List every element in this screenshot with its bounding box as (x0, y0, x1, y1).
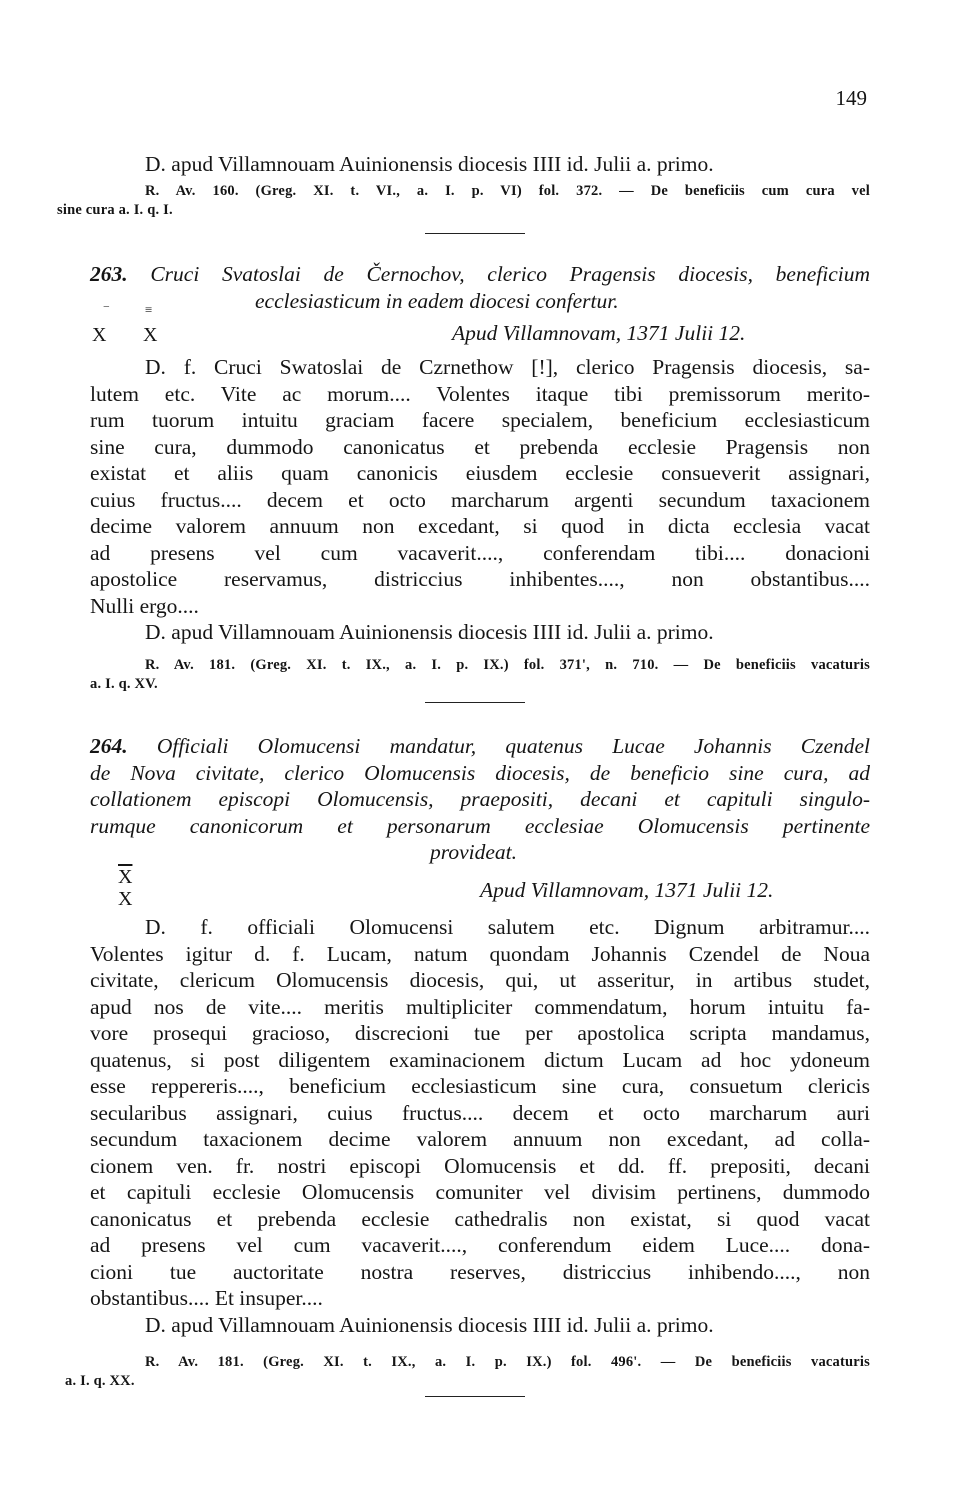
entry-number: 264. (90, 734, 128, 758)
entry-title-line: rumque canonicorum et personarum ecclesiae Olomucensis pertinente (90, 813, 870, 838)
separator-rule (425, 702, 525, 703)
text-line: ad presens vel cum vacaverit...., conferendam tibi.... donacioni (90, 540, 870, 565)
text-line: cuius fructus.... decem et octo marcharum argenti secundum taxacionem (90, 487, 870, 512)
text-line: civitate, clericum Olomucensis diocesis, qui, ut asseritur, in artibus studet, (90, 968, 870, 992)
entry-title-line (90, 261, 870, 288)
separator-rule (425, 1396, 525, 1397)
entry-title-line: ecclesiasticum in eadem diocesi confertur. (255, 288, 619, 313)
text-line: canonicatus et prebenda ecclesie cathedralis non existat, si quod vacat (90, 1206, 870, 1231)
note-line: R. Av. 181. (Greg. XI. t. IX., a. I. p. IX.) fol. 496'. — De beneficiis vacaturis (145, 1354, 870, 1370)
text-line: lutem etc. Vite ac morum.... Volentes itaque tibi premissorum merito- (90, 381, 870, 406)
entry-263-heading (90, 261, 870, 314)
place-date: Apud Villamnovam, 1371 Julii 12. (452, 321, 746, 345)
text-line: D. f. officiali Olomucensi salutem etc. Dignum arbitramur.... (145, 915, 870, 939)
note-line: sine cura a. I. q. I. (57, 201, 173, 218)
text-line: rum tuorum intuitu graciam facere specialem, beneficium ecclesiasticum (90, 408, 870, 432)
entry-title-line: de Nova civitate, clerico Olomucensis diocesis, de beneficio sine cura, ad (90, 760, 870, 785)
page-number: 149 (835, 86, 867, 110)
note-line: R. Av. 160. (Greg. XI. t. VI., a. I. p. VI) fol. 372. — De beneficiis cum cura vel (145, 183, 870, 199)
note-line: a. I. q. XV. (90, 675, 158, 692)
dating-line: D. apud Villamnouam Auinionensis diocesis IIII id. Julii a. primo. (145, 620, 714, 644)
text-line: Nulli ergo.... (90, 593, 199, 618)
entry-number: 263. (90, 262, 128, 286)
text-line: apud nos de vite.... meritis multipliciter commendatum, horum intuitu fa- (90, 994, 870, 1019)
text-line: D. f. Cruci Swatoslai de Czrnethow [!], clerico Pragensis diocesis, sa- (145, 355, 870, 379)
archival-note (90, 656, 870, 693)
text-line: existat et aliis quam canonicis eiusdem ecclesie consueverit assignari, (90, 461, 870, 485)
archival-note (65, 1353, 870, 1390)
note-line: a. I. q. XX. (65, 1372, 135, 1389)
dating-line: D. apud Villamnouam Auinionensis diocesis IIII id. Julii a. primo. (145, 152, 714, 176)
document-page: 149 D. apud Villamnouam Auinionensis diocesis IIII id. Julii a. primo. R. Av. 160. (Greg. XI. t. VI., a. I. p. VI) fol. 372. — De beneficiis cum cura vel sine cura a. I. q. I. 263. Cruci Svatoslai de Černochov, clerico Pragensis diocesis, beneficium ecclesiasticum in eadem diocesi confertur. X ‾ ≡ X Apud Villamnovam, 1371 Julii 12. D. f. Cruci Swatoslai de Czrnethow [!], clerico Pragensis diocesis, sa- lutem etc. Vite ac morum.... Volentes itaque tibi premissorum merito- rum tuorum intuitu graciam facere specialem, beneficium ecclesiasticum sine cura, dummodo canonicatus et prebenda ecclesie Pragensis non existat et aliis quam canonicis eiusdem ecclesie consueverit assignari, cuius fructus.... decem et octo marcharum argenti secundum taxacionem decime valorem annuum non excedant, si quod in dicta ecclesia vacat ad presens vel cum vacaverit...., conferendam tibi.... donacioni apostolice reservamus, districcius inhibentes...., non obstantibus.... Nulli ergo.... D. apud Villamnouam Auinionensis diocesis IIII id. Julii a. primo. R. Av. 181. (Greg. XI. t. IX., a. I. p. IX.) fol. 371', n. 710. — De beneficiis vacaturis a. I. q. XV. 264. Officiali Olomucensi mandatur, quatenus Lucae Johannis Czendel de Nova civitate, clerico Olomucensis diocesis, de beneficio sine cura, ad collationem episcopi Olomucensis, praepositi, decani et capituli singulo- rumque canonicorum et personarum ecclesiae Olomucensis pertinente provideat. $\overline{X}$ X Apud Villamnovam, 1371 Julii 12. D. f. officiali Olomucensi salutem etc. Dignum arbitramur.... Volentes igitur d. f. Lucam, natum quondam Johannis Czendel de Noua civitate, clericum Olomucensis diocesis, qui, ut asseritur, in artibus studet, apud nos de vite.... meritis multipliciter commendatum, horum intuitu fa- vore prosequi gracioso, discrecioni tue per apostolica scripta mandamus, quatenus, si post diligentem examinacionem dictum Lucam ad hoc ydoneum esse reppereris...., beneficium ecclesiasticum sine cura, consuetum clericis secularibus assignari, cuius fructus.... decem et octo marcharum auri secundum taxacionem decime valorem annuum non excedant, ad colla- cionem ven. fr. nostri episcopi Olomucensis et dd. ff. prepositi, decani et capituli ecclesie Olomucensis comuniter vel divisim pertinens, dummodo canonicatus et prebenda ecclesie cathedralis non existat, si quod vacat ad presens vel cum vacaverit...., conferendum eidem Luce.... dona- cioni tue auctoritate nostra reserves, districcius inhibendo...., non obstantibus.... Et insuper.... D. apud Villamnouam Auinionensis diocesis IIII id. Julii a. primo. R. Av. 181. (Greg. XI. t. IX., a. I. p. IX.) fol. 496'. — De beneficiis vacaturis a. I. q. XX. (0, 0, 960, 1505)
text-line: esse reppereris...., beneficium ecclesiasticum sine cura, consuetum clericis (90, 1074, 870, 1098)
entry-264-text (90, 914, 870, 1338)
text-line: obstantibus.... Et insuper.... (90, 1286, 323, 1310)
text-line: secundum taxacionem decime valorem annuum non excedant, ad colla- (90, 1127, 870, 1151)
previous-entry-end (90, 151, 870, 178)
entry-264-heading (90, 733, 870, 866)
text-line: apostolice reservamus, districcius inhibentes...., non obstantibus.... (90, 567, 870, 591)
text-line: quatenus, si post diligentem examinacionem dictum Lucam ad hoc ydoneum (90, 1047, 870, 1072)
entry-title-text: Cruci Svatoslai de Černochov, clerico Pragensis diocesis, beneficium (150, 262, 870, 286)
entry-263-text (90, 354, 870, 646)
text-line: secularibus assignari, cuius fructus.... decem et octo marcharum auri (90, 1100, 870, 1125)
text-line: et capituli ecclesie Olomucensis comuniter vel divisim pertinens, dummodo (90, 1180, 870, 1204)
text-line: decime valorem annuum non excedant, si quod in dicta ecclesia vacat (90, 514, 870, 538)
place-date: Apud Villamnovam, 1371 Julii 12. (480, 878, 774, 902)
dating-line: D. apud Villamnouam Auinionensis diocesis IIII id. Julii a. primo. (145, 1312, 714, 1337)
text-line: vore prosequi gracioso, discrecioni tue per apostolica scripta mandamus, (90, 1021, 870, 1045)
archival-note (57, 182, 870, 219)
entry-title-end: provideat. (430, 840, 517, 864)
text-line: cionem ven. fr. nostri episcopi Olomucensis et dd. ff. prepositi, decani (90, 1153, 870, 1178)
mark-bottom: X (118, 888, 133, 910)
entry-title-text: Officiali Olomucensi mandatur, quatenus Lucae Johannis Czendel (156, 734, 871, 758)
entry-title-line: collationem episcopi Olomucensis, praepositi, decani et capituli singulo- (90, 787, 870, 811)
text-line: cioni tue auctoritate nostra reserves, districcius inhibendo...., non (90, 1259, 870, 1284)
note-line: R. Av. 181. (Greg. XI. t. IX., a. I. p. IX.) fol. 371', n. 710. — De beneficiis vacaturis (145, 657, 870, 673)
text-line: sine cura, dummodo canonicatus et prebenda ecclesie Pragensis non (90, 434, 870, 459)
text-line: Volentes igitur d. f. Lucam, natum quondam Johannis Czendel de Noua (90, 941, 870, 966)
text-line: ad presens vel cum vacaverit...., conferendum eidem Luce.... dona- (90, 1233, 870, 1257)
entry-title-line (90, 733, 870, 760)
mark-top: $\overline{X}$ (118, 866, 133, 888)
separator-rule (425, 233, 525, 234)
